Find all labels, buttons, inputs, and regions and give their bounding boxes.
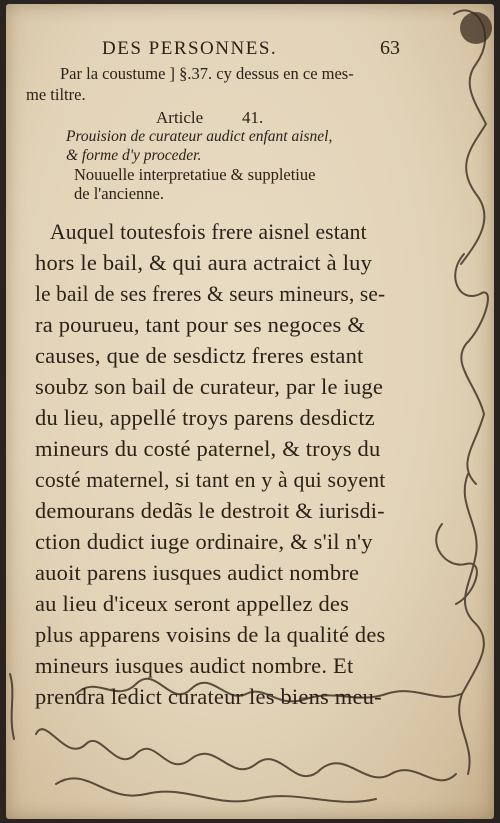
- running-head: DES PERSONNES.: [102, 38, 278, 59]
- body-line-12: auoit parens iusques audict nombre: [35, 560, 360, 585]
- body-line-7: du lieu, appellé troys parens desdictz: [35, 405, 375, 430]
- body-line-6: soubz son bail de curateur, par le iuge: [35, 374, 384, 399]
- body-line-3: le bail de ses freres & seurs mineurs, se-: [35, 281, 386, 306]
- scribble-right-2: [455, 254, 488, 484]
- summary-line-1: Prouision de curateur audict enfant aisnel,: [66, 128, 333, 145]
- scribble-bottom-2: [36, 729, 456, 780]
- body-line-8: mineurs du costé paternel, & troys du: [35, 436, 381, 461]
- book-page: [6, 4, 494, 819]
- summary-line-3: Nouuelle interpretatiue & suppletiue: [74, 165, 316, 184]
- body-line-2: hors le bail, & qui aura actraict à luy: [35, 250, 373, 275]
- scribble-right-3: [459, 474, 484, 774]
- body-line-11: ction dudict iuge ordinaire, & s'il n'y: [35, 529, 373, 554]
- body-line-5: causes, que de sesdictz freres estant: [35, 343, 364, 368]
- article-number: 41.: [242, 108, 264, 127]
- body-line-13: au lieu d'iceux seront appellez des: [35, 591, 350, 616]
- body-line-14: plus apparens voisins de la qualité des: [35, 622, 386, 647]
- summary-line-2: & forme d'y proceder.: [66, 147, 202, 164]
- article-label: Article: [156, 108, 204, 127]
- body-line-9: costé maternel, si tant en y à qui soyent: [35, 467, 386, 492]
- body-line-15: mineurs iusques audict nombre. Et: [35, 653, 354, 678]
- scribble-left: [10, 674, 14, 739]
- body-line-1: Auquel toutesfois frere aisnel estant: [50, 219, 367, 244]
- scribble-right-4: [436, 524, 477, 604]
- body-line-10: demourans dedãs le destroit & iurisdi-: [35, 498, 385, 523]
- page-header: [6, 38, 494, 62]
- body-line-16: prendra ledict curateur les biens meu-: [35, 684, 382, 709]
- page-number: 63: [380, 37, 400, 59]
- marginal-note-line-2: me tiltre.: [26, 85, 86, 104]
- summary-line-4: de l'ancienne.: [74, 184, 165, 203]
- body-line-4: ra pourueu, tant pour ses negoces &: [35, 312, 366, 337]
- scribble-bottom-3: [56, 778, 376, 802]
- marginal-note-line-1: Par la coustume ] §.37. cy dessus en ce mes-: [60, 64, 354, 83]
